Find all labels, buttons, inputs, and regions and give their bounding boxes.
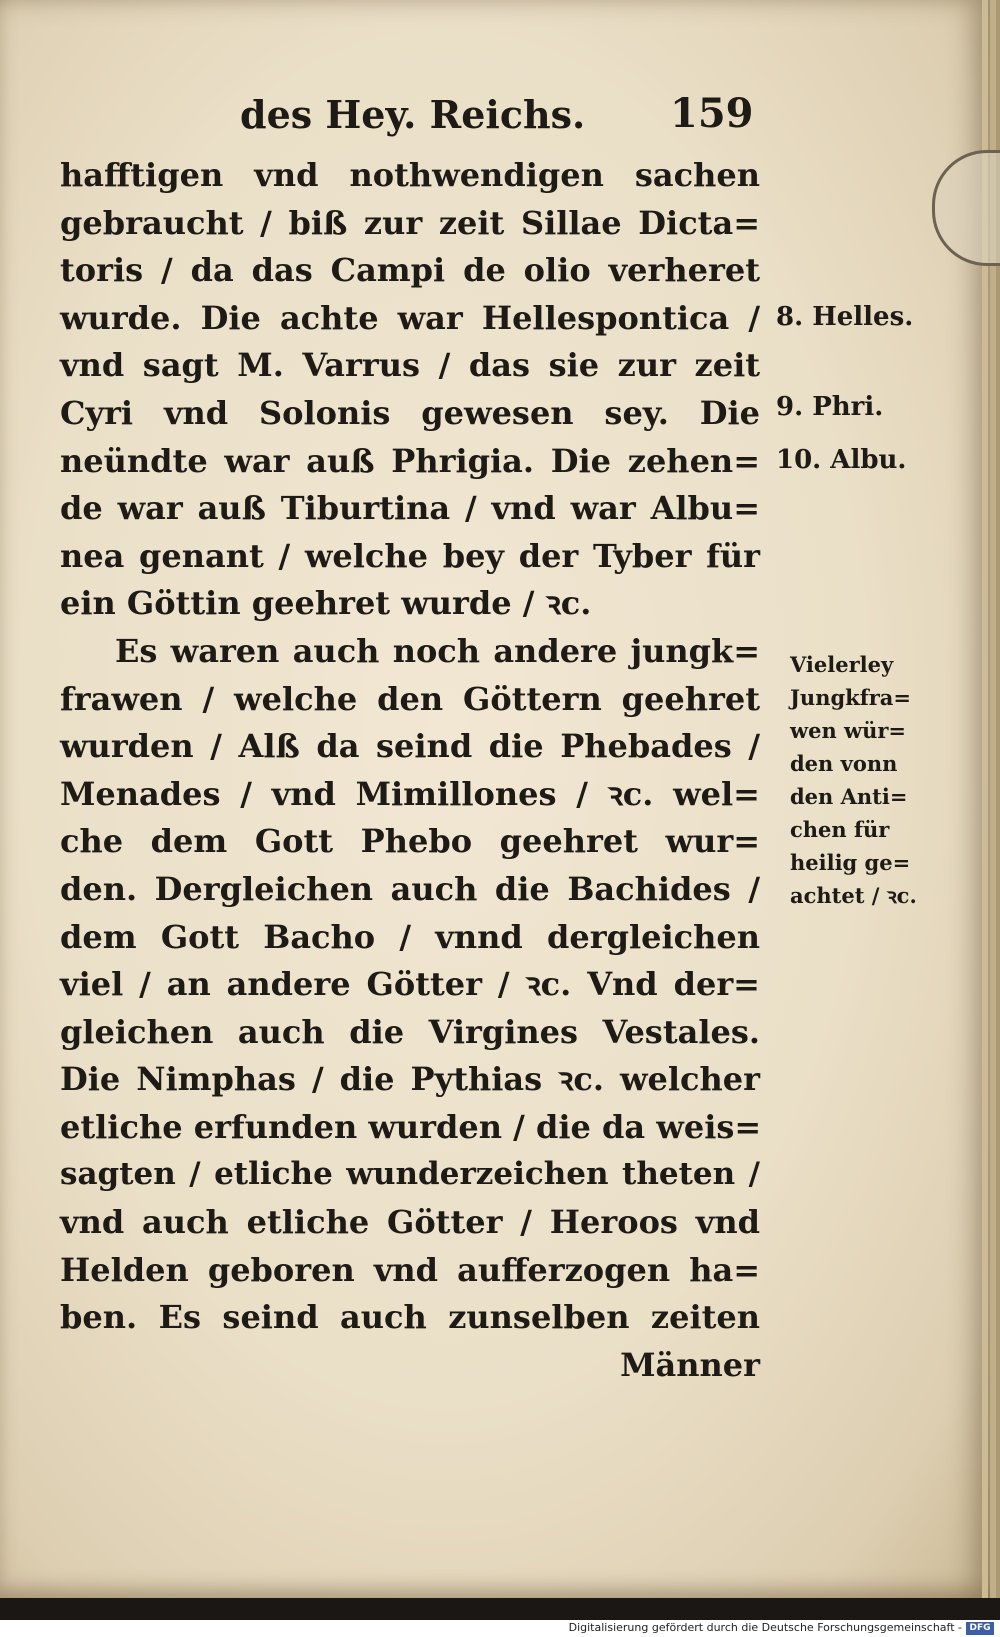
- text-line: che dem Gott Phebo geehret wur=: [60, 822, 760, 861]
- text-line: Menades / vnd Mimillones / ꝛc. wel=: [60, 774, 760, 813]
- catchword: Männer: [620, 1345, 760, 1384]
- text-line: etliche erfunden wurden / die da weis=: [60, 1107, 762, 1146]
- text-line: neündte war auß Phrigia. Die zehen=: [60, 441, 760, 480]
- text-line: wurden / Alß da seind die Phebades /: [60, 727, 760, 766]
- text-line: gebraucht / biß zur zeit Sillae Dicta=: [60, 203, 760, 242]
- text-line: ben. Es seind auch zunselben zeiten: [60, 1298, 760, 1337]
- margin-note-line: den Anti=: [790, 784, 908, 809]
- margin-note-hellespontica: 8. Helles.: [776, 302, 914, 332]
- scan-bottom-border: [0, 1598, 1000, 1620]
- text-line: vnd sagt M. Varrus / das sie zur zeit: [60, 346, 760, 385]
- margin-note-phrigia: 9. Phri.: [776, 392, 884, 422]
- text-line: den. Dergleichen auch die Bachides /: [60, 869, 760, 908]
- margin-note-line: heilig ge=: [790, 850, 911, 875]
- text-line: Es waren auch noch andere jungk=: [115, 631, 760, 670]
- text-line: dem Gott Bacho / vnnd dergleichen: [60, 917, 760, 956]
- margin-note-line: Vielerley: [790, 652, 894, 677]
- text-line: nea genant / welche bey der Tyber für: [60, 536, 760, 575]
- text-line: wurde. Die achte war Hellespontica /: [60, 298, 760, 337]
- text-line: hafftigen vnd nothwendigen sachen: [60, 156, 760, 194]
- text-line: viel / an andere Götter / ꝛc. Vnd der=: [60, 965, 760, 1004]
- margin-note-vielerley: [790, 648, 917, 912]
- text-line: sagten / etliche wunderzeichen theten /: [60, 1156, 760, 1193]
- running-title: des Hey. Reichs.: [240, 92, 586, 137]
- margin-note-line: den vonn: [790, 751, 898, 776]
- margin-note-line: wen wür=: [790, 718, 907, 743]
- text-line: toris / da das Campi de olio verheret: [60, 251, 760, 290]
- margin-note-line: Jungkfra=: [790, 685, 912, 710]
- text-line: vnd auch etliche Götter / Heroos vnd: [60, 1203, 760, 1242]
- text-line: Cyri vnd Solonis gewesen sey. Die: [60, 393, 760, 432]
- margin-note-line: achtet / ꝛc.: [790, 883, 917, 908]
- text-line: Die Nimphas / die Pythias ꝛc. welcher: [60, 1060, 760, 1099]
- text-line: gleichen auch die Virgines Vestales.: [60, 1012, 760, 1051]
- text-line: de war auß Tiburtina / vnd war Albu=: [60, 489, 760, 528]
- text-line: frawen / welche den Göttern geehret: [60, 679, 760, 718]
- margin-note-line: chen für: [790, 817, 890, 842]
- text-line: Helden geboren vnd aufferzogen ha=: [60, 1250, 760, 1289]
- margin-note-albunea: 10. Albu.: [776, 445, 907, 475]
- text-line: ein Göttin geehret wurde / ꝛc.: [60, 584, 592, 623]
- page-number: 159: [670, 90, 754, 137]
- dfg-logo: DFG: [966, 1622, 994, 1635]
- digitization-credit: Digitalisierung gefördert durch die Deutsche Forschungsgemeinschaft -: [568, 1621, 962, 1634]
- body-text: [60, 152, 760, 1389]
